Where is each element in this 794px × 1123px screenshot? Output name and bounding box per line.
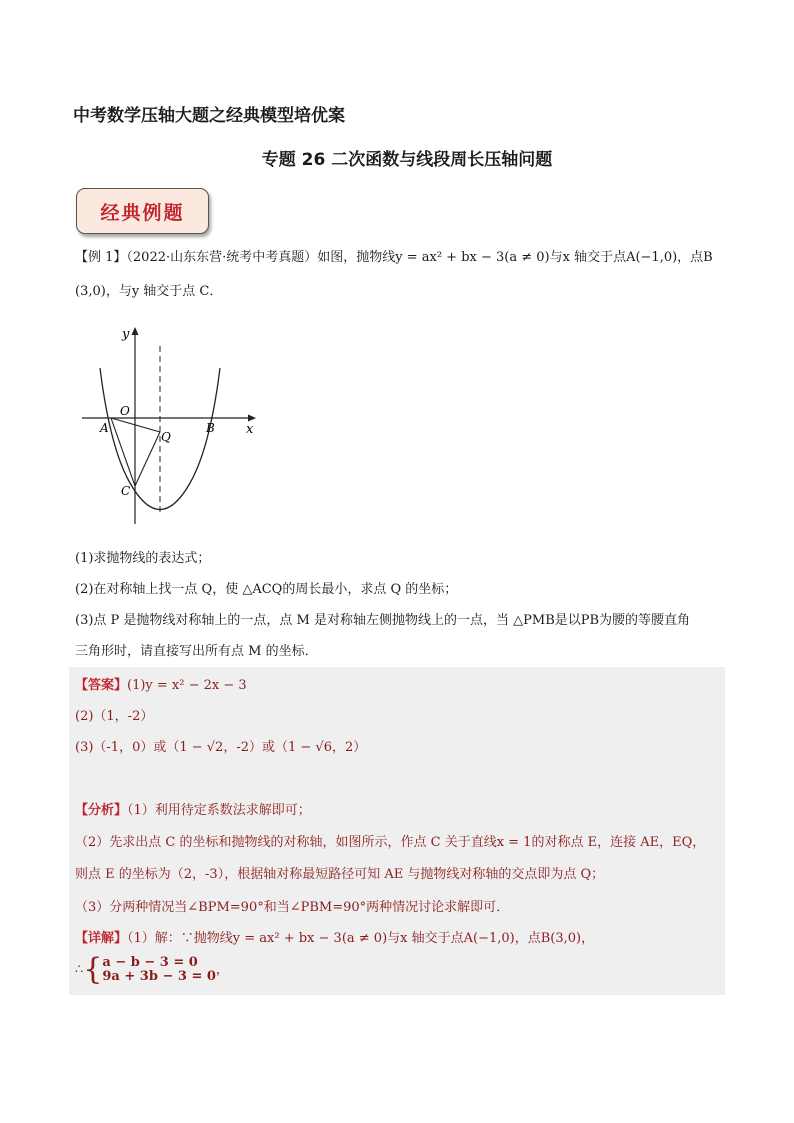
series-title: 中考数学压轴大题之经典模型培优案: [73, 106, 345, 126]
label-o: O: [120, 404, 130, 418]
equation-comma: ，: [215, 962, 229, 978]
analysis-tag: 【分析】: [75, 803, 128, 818]
label-b: B: [206, 421, 215, 435]
question-1: (1)求抛物线的表达式；: [75, 551, 211, 566]
brace-glyph: {: [83, 952, 103, 987]
therefore-symbol: ∴: [75, 962, 84, 978]
equation-system: [75, 952, 229, 987]
answer-3: (3)（-1，0）或（1 − √2，-2）或（1 − √6，2）: [75, 740, 367, 755]
question-3-line-2: 三角形时，请直接写出所有点 M 的坐标．: [75, 644, 318, 659]
label-q: Q: [161, 430, 171, 444]
section-badge: 经典例题: [76, 188, 209, 234]
detail-1: （1）解：∵抛物线y = ax² + bx − 3(a ≠ 0)与x 轴交于点A(−1,0)，点B(3,0)，: [127, 931, 595, 946]
equation-2: 9a + 3b − 3 = 0: [102, 969, 216, 984]
label-y: y: [122, 327, 130, 342]
analysis-1: （1）利用待定系数法求解即可；: [127, 803, 311, 818]
detail-tag: 【详解】: [75, 931, 128, 946]
answer-tag: 【答案】: [75, 678, 128, 693]
equation-1: a − b − 3 = 0: [102, 955, 198, 970]
analysis-2a: （2）先求出点 C 的坐标和抛物线的对称轴，如图所示，作点 C 关于直线x = 1的对称点 E，连接 AE，EQ，: [75, 835, 706, 850]
problem-line-2: (3,0)，与y 轴交于点 C．: [75, 284, 223, 299]
analysis-3: （3）分两种情况当∠BPM=90°和当∠PBM=90°两种情况讨论求解即可．: [75, 900, 510, 915]
label-a: A: [100, 421, 109, 435]
question-3-line-1: (3)点 P 是抛物线对称轴上的一点，点 M 是对称轴左侧抛物线上的一点，当 △PMB是以PB为腰的等腰直角: [75, 613, 691, 628]
problem-line-1: 【例 1】（2022·山东东营·统考中考真题）如图，抛物线y = ax² + bx − 3(a ≠ 0)与x 轴交于点A(−1,0)，点B: [75, 250, 713, 265]
analysis-row-1: [75, 802, 725, 819]
answer-2: (2)（1，-2）: [75, 709, 154, 724]
parabola-diagram: [78, 318, 264, 530]
analysis-2b: 则点 E 的坐标为（2，-3），根据轴对称最短路径可知 AE 与抛物线对称轴的交点即为点 Q；: [75, 867, 605, 882]
label-x: x: [246, 422, 254, 437]
detail-row-1: [75, 930, 725, 947]
answer-1: (1)y = x² − 2x − 3: [127, 678, 247, 693]
label-c: C: [121, 484, 131, 498]
answer-1-row: [75, 677, 247, 694]
question-2: (2)在对称轴上找一点 Q，使 △ACQ的周长最小，求点 Q 的坐标；: [75, 582, 458, 597]
topic-title: 专题 26 二次函数与线段周长压轴问题: [261, 150, 553, 170]
